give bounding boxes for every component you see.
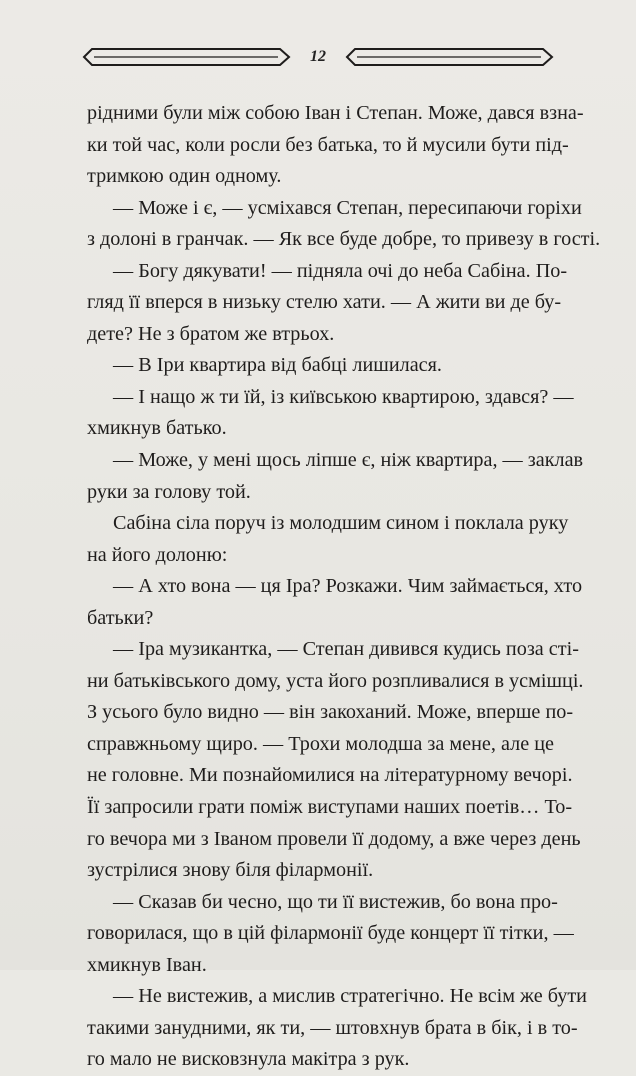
text-line: — Не вистежив, а мислив стратегічно. Не всім же бути <box>113 985 587 1008</box>
text-line: ки той час, коли росли без батька, то й мусили бути під- <box>87 133 569 156</box>
text-line: дете? Не з братом же втрьох. <box>87 322 335 345</box>
text-line: З усього було видно — він закоханий. Може, вперше по- <box>87 701 574 724</box>
text-line: хмикнув батько. <box>87 417 227 440</box>
text-line: — Богу дякувати! — підняла очі до неба Сабіна. По- <box>113 259 568 282</box>
text-line: — І нащо ж ти їй, із київською квартирою, здався? — <box>113 385 574 408</box>
text-line: справжньому щиро. — Трохи молодша за мене, але це <box>87 732 554 755</box>
text-line: говорилася, що в цій філармонії буде концерт її тітки, — <box>87 922 574 945</box>
text-line: хмикнув Іван. <box>87 953 207 976</box>
text-line: руки за голову той. <box>87 480 251 503</box>
text-line: Її запросили грати поміж виступами наших поетів… То- <box>87 796 573 819</box>
text-line: гляд її вперся в низьку стелю хати. — А жити ви де бу- <box>87 291 562 314</box>
page-header <box>84 36 552 76</box>
right-ornamental-rule <box>347 48 552 66</box>
text-line: на його долоню: <box>87 543 228 566</box>
text-line: го мало не висковзнула макітра з рук. <box>87 1048 410 1071</box>
text-line: — Іра музикантка, — Степан дивився кудись поза сті- <box>113 638 579 661</box>
text-line: ни батьківського дому, уста його розпливалися в усмішці. <box>87 669 584 692</box>
text-line: не головне. Ми познайомилися на літературному вечорі. <box>87 764 573 787</box>
text-line: — Може і є, — усміхався Степан, пересипаючи горіхи <box>113 196 582 219</box>
text-line: — Сказав би чесно, що ти її вистежив, бо вона про- <box>113 890 558 913</box>
text-line: такими занудними, як ти, — штовхнув брата в бік, і в то- <box>87 1016 578 1039</box>
text-line: Сабіна сіла поруч із молодшим сином і поклала руку <box>113 512 569 535</box>
text-line: го вечора ми з Іваном провели її додому, а вже через день <box>87 827 581 850</box>
text-line: — Може, у мені щось ліпше є, ніж квартира, — заклав <box>113 449 584 472</box>
text-line: батьки? <box>87 606 154 629</box>
text-line: з долоні в гранчак. — Як все буде добре, то привезу в гості. <box>87 228 601 251</box>
text-line: зустрілися знову біля філармонії. <box>87 859 374 882</box>
text-line: рідними були між собою Іван і Степан. Може, дався взна- <box>87 102 584 124</box>
page-number: 12 <box>310 48 326 65</box>
text-line: — В Іри квартира від бабці лишилася. <box>113 354 442 377</box>
body-text <box>87 98 601 1076</box>
text-line: тримкою один одному. <box>87 165 282 188</box>
text-line: — А хто вона — ця Іра? Розкажи. Чим займається, хто <box>113 575 583 598</box>
